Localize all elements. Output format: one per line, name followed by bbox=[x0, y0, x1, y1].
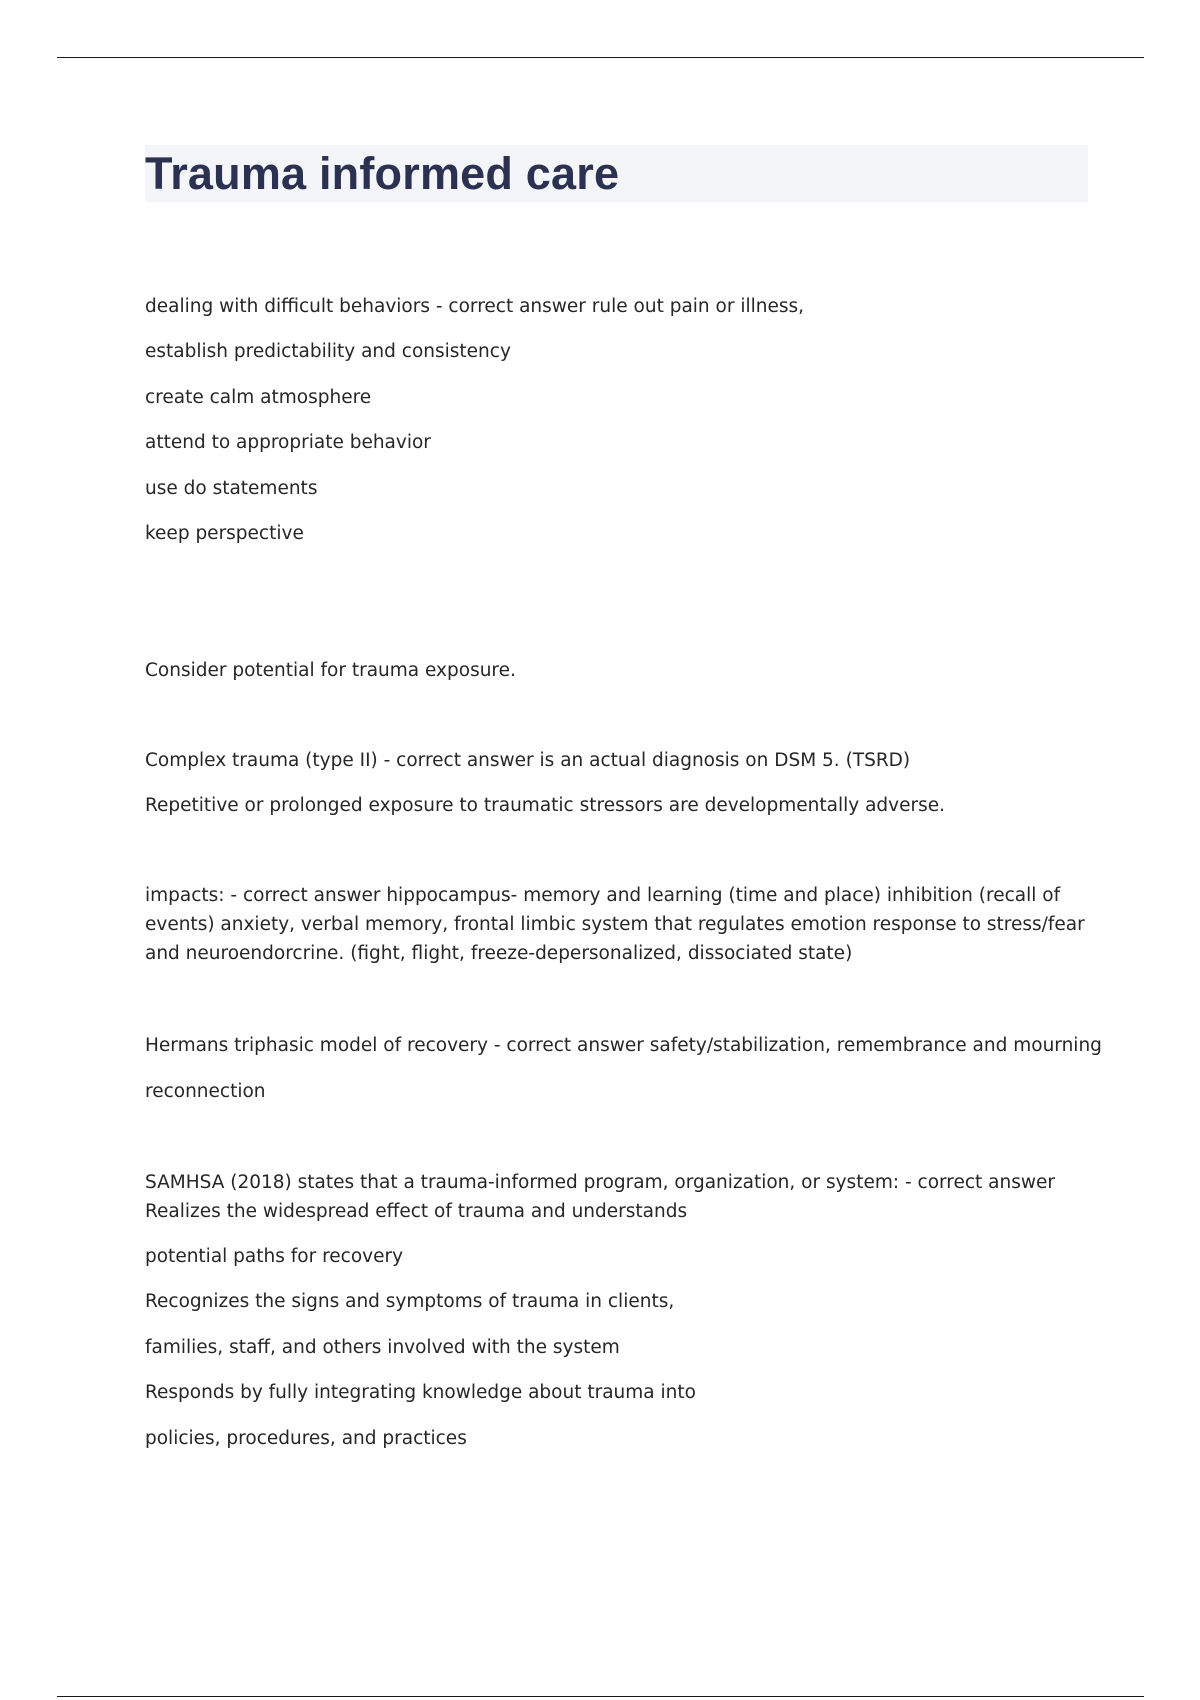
text-line-reconnection: reconnection bbox=[145, 1081, 266, 1102]
text-line-complex-trauma: Complex trauma (type II) - correct answer is an actual diagnosis on DSM 5. (TSRD) bbox=[145, 750, 911, 771]
text-line-trauma-exposure: Consider potential for trauma exposure. bbox=[145, 660, 516, 681]
text-line-families-staff: families, staff, and others involved with the system bbox=[145, 1337, 620, 1358]
text-line-paths-recovery: potential paths for recovery bbox=[145, 1246, 404, 1267]
text-line-appropriate-behavior: attend to appropriate behavior bbox=[145, 432, 431, 453]
text-line-keep-perspective: keep perspective bbox=[145, 523, 304, 544]
top-rule bbox=[57, 57, 1144, 58]
text-line-responds: Responds by fully integrating knowledge about trauma into bbox=[145, 1382, 696, 1403]
text-line-difficult-behaviors: dealing with difficult behaviors - correct answer rule out pain or illness, bbox=[145, 296, 805, 317]
text-line-hermans-model: Hermans triphasic model of recovery - correct answer safety/stabilization, remembrance and mourning bbox=[145, 1035, 1102, 1056]
text-line-do-statements: use do statements bbox=[145, 478, 318, 499]
document-title: Trauma informed care bbox=[145, 148, 620, 199]
text-line-repetitive-exposure: Repetitive or prolonged exposure to traumatic stressors are developmentally adverse. bbox=[145, 795, 945, 816]
text-paragraph-samhsa: SAMHSA (2018) states that a trauma-informed program, organization, or system: - correct answer Realizes the widespread effect of trauma and understands bbox=[145, 1172, 1055, 1222]
text-line-recognizes-signs: Recognizes the signs and symptoms of trauma in clients, bbox=[145, 1291, 675, 1312]
text-line-predictability: establish predictability and consistency bbox=[145, 341, 511, 362]
text-line-calm-atmosphere: create calm atmosphere bbox=[145, 387, 372, 408]
text-line-policies: policies, procedures, and practices bbox=[145, 1428, 467, 1449]
bottom-rule bbox=[57, 1696, 1144, 1697]
text-paragraph-impacts: impacts: - correct answer hippocampus- memory and learning (time and place) inhibition (recall of events) anxiety, verbal memory, frontal limbic system that regulates emotion response to stress/fear and neuroendorcrine. (fight, flight, freeze-depersonalized, dissociated state) bbox=[145, 885, 1085, 964]
